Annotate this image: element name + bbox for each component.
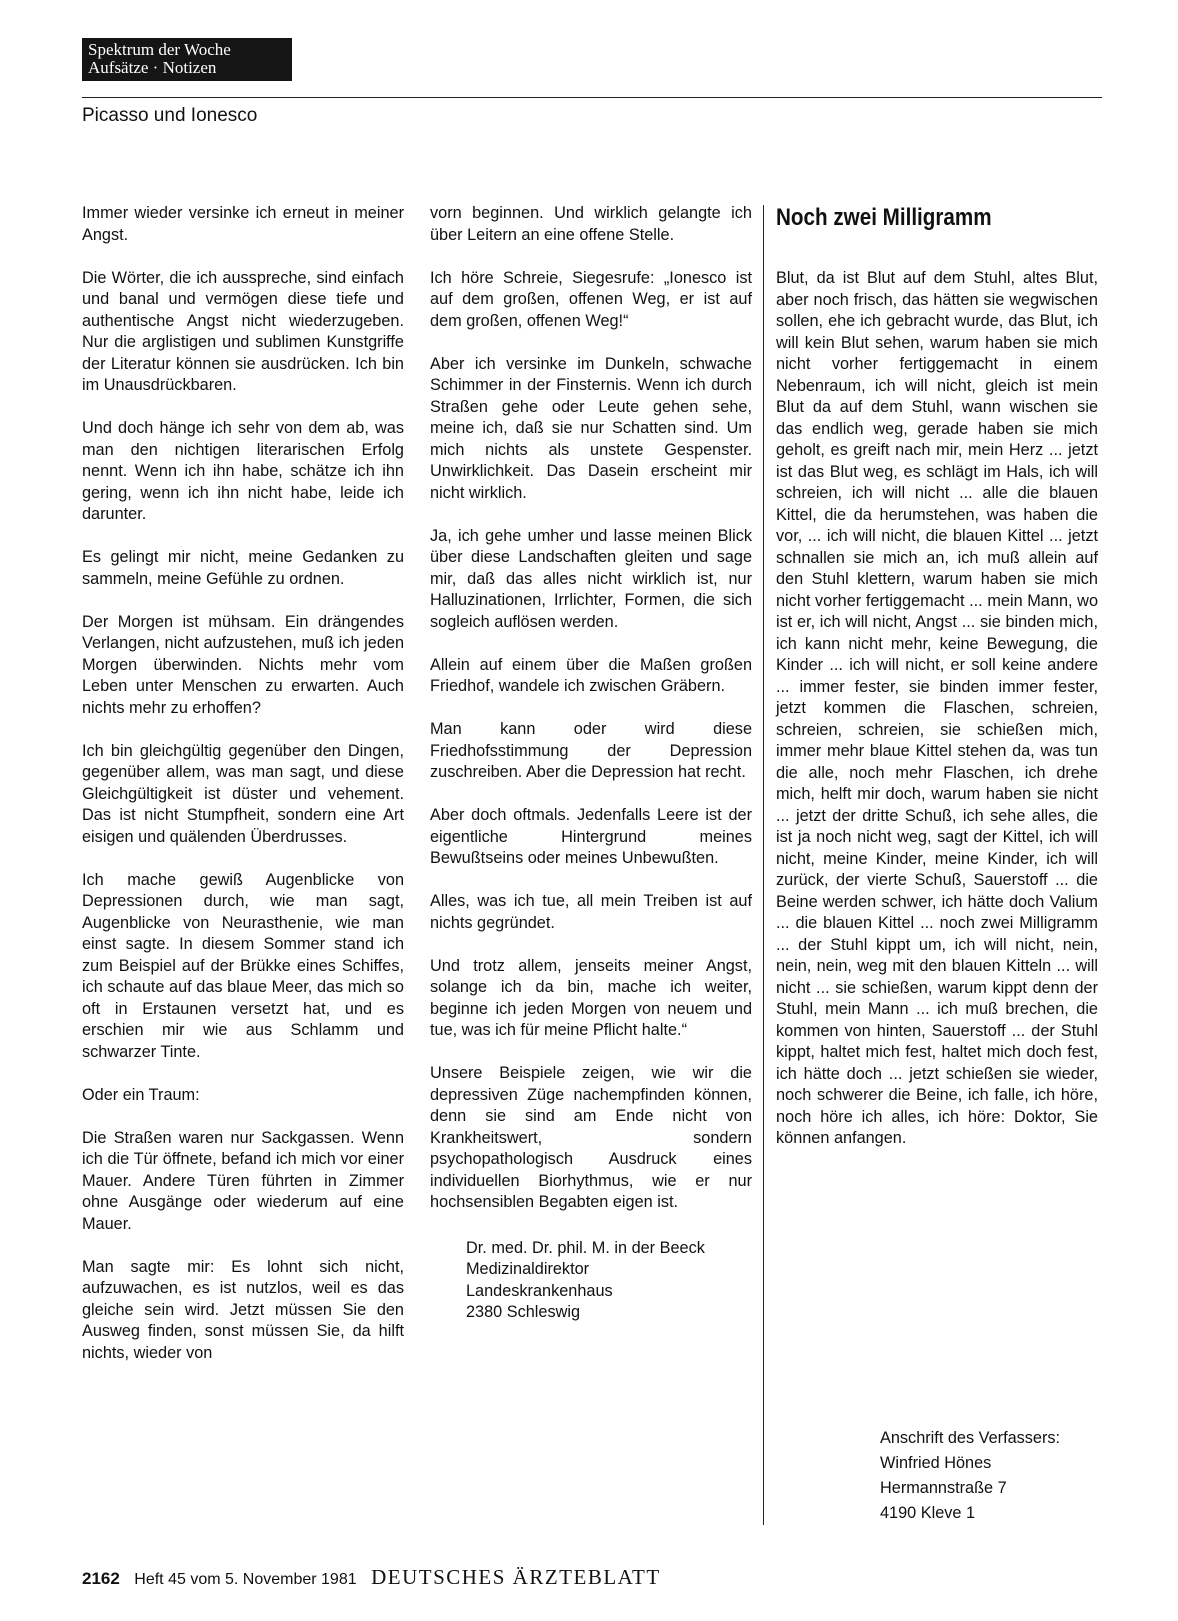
- address-label: Anschrift des Verfassers:: [880, 1429, 1061, 1447]
- paragraph: Ich höre Schreie, Siegesrufe: „Ionesco ist auf dem großen, offenen Weg, er ist auf dem großen, offenen Weg!“: [430, 268, 752, 330]
- author-institution: Landeskrankenhaus: [466, 1281, 613, 1300]
- section-label: [82, 38, 292, 81]
- section-title: Picasso und Ionesco: [82, 105, 258, 126]
- author-signature: [430, 1238, 752, 1324]
- author-city: 2380 Schleswig: [466, 1303, 581, 1321]
- paragraph: Man kann oder wird diese Friedhofsstimmung der Depression zuschreiben. Aber die Depression hat recht.: [430, 720, 752, 781]
- paragraph: Immer wieder versinke ich erneut in meiner Angst.: [82, 204, 404, 244]
- paragraph: Oder ein Traum:: [82, 1085, 200, 1104]
- address-city: 4190 Kleve 1: [880, 1504, 976, 1522]
- section-label-line2: Aufsätze · Notizen: [88, 58, 217, 77]
- paragraph: vorn beginnen. Und wirklich gelangte ich über Leitern an eine offene Stelle.: [430, 204, 752, 244]
- author-name: Dr. med. Dr. phil. M. in der Beeck: [466, 1238, 705, 1257]
- paragraph: Aber ich versinke im Dunkeln, schwache Schimmer in der Finsternis. Wenn ich durch Straßen gehe oder Leute gehen sehe, meine ich, daß sie nur Schatten sind. Um mich nichts als unstete Gespenster. Unwirklichkeit. Das Dasein erscheint mir nicht wirklich.: [430, 354, 752, 502]
- paragraph: Und trotz allem, jenseits meiner Angst, solange ich da bin, mache ich weiter, beginne ich jeden Morgen von neuem und tue, was ich für meine Pflicht halte.“: [430, 956, 752, 1039]
- journal-name: DEUTSCHES ÄRZTEBLATT: [371, 1565, 661, 1589]
- author-title: Medizinaldirektor: [466, 1260, 590, 1278]
- paragraph: Unsere Beispiele zeigen, wie wir die depressiven Züge nachempfinden können, denn sie sind am Ende nicht von Krankheitswert, sondern psychopathologisch Ausdruck eines individuellen Biorhythmus, wie er nur hochsensiblen Begabten eigen ist.: [430, 1064, 752, 1211]
- article-column-2: [430, 203, 752, 1324]
- page-footer: [82, 1565, 661, 1595]
- column-divider: [763, 205, 764, 1525]
- paragraph: Allein auf einem über die Maßen großen Friedhof, wandele ich zwischen Gräbern.: [430, 655, 752, 695]
- page-number: 2162: [82, 1569, 120, 1588]
- article-column-1: [82, 203, 404, 1386]
- author-address: [880, 1426, 1060, 1526]
- paragraph: Und doch hänge ich sehr von dem ab, was man den nichtigen literarischen Erfolg nennt. Wenn ich ihn habe, schätze ich ihn gering, wenn ich ihn nicht habe, leide ich darunter.: [82, 419, 404, 523]
- paragraph: Es gelingt mir nicht, meine Gedanken zu sammeln, meine Gefühle zu ordnen.: [82, 548, 404, 588]
- address-name: Winfried Hönes: [880, 1454, 992, 1472]
- paragraph: Die Wörter, die ich ausspreche, sind einfach und banal und vermögen diese tiefe und authentische Angst nicht wiederzugeben. Nur die arglistigen und sublimen Kunstgriffe der Literatur können sie ausdrücken. Ich bin im Unausdrückbaren.: [82, 268, 404, 394]
- paragraph: Aber doch oftmals. Jedenfalls Leere ist der eigentliche Hintergrund meines Bewußtseins oder meines Unbewußten.: [430, 806, 752, 867]
- issue-info: Heft 45 vom 5. November 1981: [134, 1571, 357, 1588]
- section-label-line1: Spektrum der Woche: [88, 40, 231, 59]
- paragraph: Ich mache gewiß Augenblicke von Depressionen durch, wie man sagt, Augenblicke von Neurasthenie, wie man einst sagte. In diesem Sommer stand ich zum Beispiel auf der Brükke eines Schiffes, ich schaute auf das blaue Meer, das mich so oft in Erstaunen versetzt hat, und es erschien mir wie aus Schlamm und schwarzer Tinte.: [82, 870, 404, 1061]
- paragraph: Ja, ich gehe umher und lasse meinen Blick über diese Landschaften gleiten und sage mir, daß das alles nicht wirklich ist, nur Halluzinationen, Irrlichter, Formen, die sich sogleich auflösen werden.: [430, 526, 752, 631]
- sidebar-column: [776, 268, 1098, 1171]
- paragraph: Man sagte mir: Es lohnt sich nicht, aufzuwachen, es ist nutzlos, weil es das gleiche sein wird. Jetzt müssen Sie den Ausweg finden, sonst müssen Sie, da hilft nichts, wieder von: [82, 1257, 404, 1362]
- paragraph: Die Straßen waren nur Sackgassen. Wenn ich die Tür öffnete, befand ich mich vor einer Mauer. Andere Türen führten in Zimmer ohne Ausgänge oder wiederum auf eine Mauer.: [82, 1128, 404, 1233]
- paragraph: Ich bin gleichgültig gegenüber den Dingen, gegenüber allem, was man sagt, und diese Gleichgültigkeit ist düster und vehement. Das ist nicht Stumpfheit, sondern eine Art eisigen und quälenden Überdrusses.: [82, 741, 404, 846]
- address-street: Hermannstraße 7: [880, 1479, 1007, 1497]
- sidebar-headline: Noch zwei Milligramm: [776, 204, 992, 231]
- paragraph: Alles, was ich tue, all mein Treiben ist auf nichts gegründet.: [430, 892, 752, 932]
- header-rule: [82, 97, 1102, 98]
- paragraph: Der Morgen ist mühsam. Ein drängendes Verlangen, nicht aufzustehen, muß ich jeden Morgen überwinden. Nichts mehr vom Leben unter Menschen zu erwarten. Auch nichts mehr zu erhoffen?: [82, 612, 404, 717]
- sidebar-body: Blut, da ist Blut auf dem Stuhl, altes Blut, aber noch frisch, das hätten sie wegwischen sollen, ehe ich gebracht wurde, das Blut, ich will kein Blut sehen, warum haben sie mich nicht vorher fertiggemacht in einem Nebenraum, ich will nicht, gleich ist mein Blut da auf dem Stuhl, wann wischen sie das endlich weg, gerade haben sie mich geholt, es greift nach mir, mein Herz ... jetzt ist das Blut weg, es schlägt im Hals, ich will schreien, ich will nicht ... alle die blauen Kittel, die da herumstehen, was haben die vor, ... ich will nicht, die blauen Kittel ... jetzt schnallen sie mich an, ich muß allein auf den Stuhl klettern, warum haben sie mich nicht vorher fertiggemacht ... mein Mann, wo ist er, ich will nicht, Angst ... sie binden mich, ich kann nicht mehr, keine Bewegung, die Kinder ... ich will nicht, er soll keine andere ... immer fester, sie binden immer fester, jetzt kommen die Flaschen, schreien, schreien, schreien, sie schießen mich, immer mehr blaue Kittel stehen da, was tun die alle, noch mehr Flaschen, ich drehe mich, helft mir doch, warum haben sie nicht ... jetzt der dritte Schuß, ich sehe alles, die ist ja noch nicht weg, sagt der Kittel, ich will nicht, meine Kinder, meine Kinder, ich will zurück, der vierte Schuß, Sauerstoff ... die Beine werden schwer, ich hätte doch Valium ... die blauen Kittel ... noch zwei Milligramm ... der Stuhl kippt um, ich will nicht, nein, nein, nein, weg mit den blauen Kitteln ... will nicht ... sie schießen, warum kippt denn der Stuhl, mein Mann ... ich muß brechen, die kommen von hinten, Sauerstoff ... der Stuhl kippt, haltet mich fest, haltet mich doch fest, ich hätte doch ... jetzt schießen sie wieder, noch schwerer die Beine, ich falle, ich höre, noch höre ich alles, ich höre: Doktor, Sie können anfangen.: [776, 269, 1098, 1147]
